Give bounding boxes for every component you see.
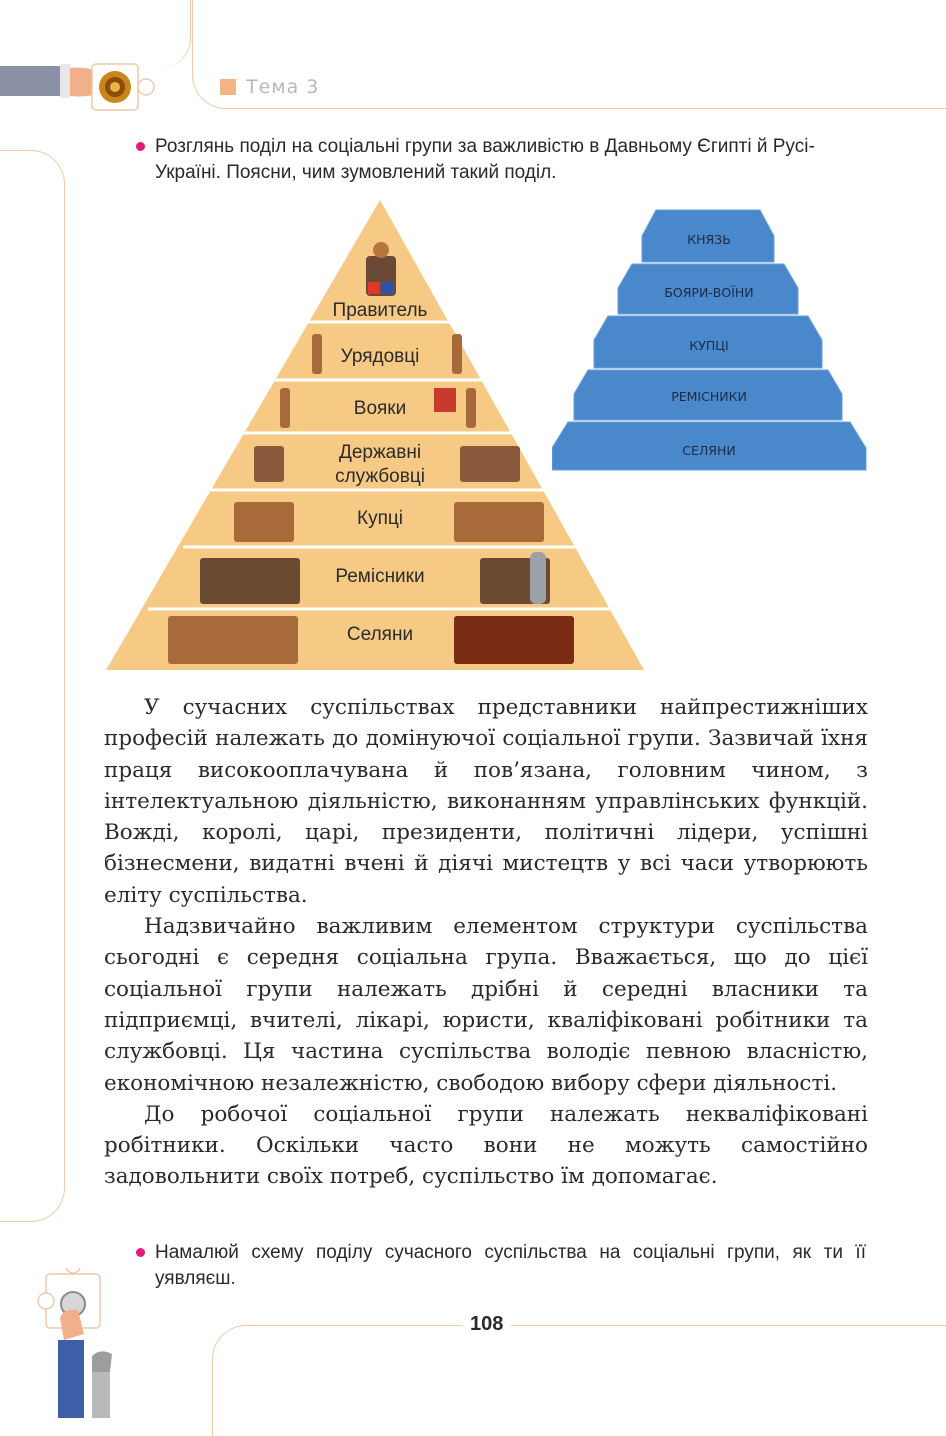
- frame-bottom-curve: [212, 1325, 946, 1436]
- hands-puzzle-icon: [34, 1268, 124, 1418]
- egypt-level-ruler: Правитель: [332, 300, 428, 321]
- rus-level-peasants: СЕЛЯНИ: [682, 443, 736, 458]
- bullet-dot-icon: [136, 142, 145, 151]
- egypt-level-civil-servants-line2: службовці: [335, 466, 425, 487]
- rus-level-merchants: КУПЦІ: [689, 338, 729, 353]
- task-bottom: [136, 1240, 866, 1292]
- topic-label: Тема 3: [246, 76, 320, 98]
- topic-square-icon: [220, 79, 236, 95]
- rus-level-artisans: РЕМІСНИКИ: [671, 389, 747, 404]
- egypt-level-warriors: Вояки: [353, 398, 407, 419]
- task-bottom-text: Намалюй схему поділу сучасного суспільства на соціальні групи, як ти її уявляєш.: [155, 1242, 866, 1289]
- hand-puzzle-icon: [0, 58, 160, 118]
- rus-level-prince: КНЯЗЬ: [687, 232, 731, 247]
- egypt-level-artisans: Ремісники: [335, 566, 425, 587]
- egypt-level-peasants: Селяни: [346, 624, 414, 645]
- page-number: 108: [462, 1313, 511, 1336]
- rus-pyramid: [552, 208, 868, 472]
- egypt-level-officials: Урядовці: [340, 346, 420, 367]
- paragraph-working-class: До робочої соціальної групи належать некваліфіковані робітники. Оскільки часто вони не можуть самостійно задовольнити своїх потреб, суспільство їм допомагає.: [104, 1101, 868, 1190]
- paragraph-elite: У сучасних суспільствах представники найпрестижніших професій належать до домінуючої соціальної групи. Зазвичай їхня праця високооплачувана й пов’язана, головним чином, з інтелектуальною діяльністю, виконанням управлінських функцій. Вожді, королі, царі, президенти, політичні лідери, успішні бізнесмени, видатні вчені й діячі мистецтв у всі часи утворюють еліту суспільства.: [104, 695, 868, 908]
- egypt-level-merchants: Купці: [357, 508, 403, 529]
- frame-left-side: [0, 150, 65, 1222]
- paragraph-middle-class: Надзвичайно важливим елементом структури суспільства сьогодні є середня соціальна група. Вважається, що до цієї соціальної групи належать дрібні й середні власники та підприємці, вчителі, лікарі, юристи, кваліфіковані робітники та службовці. Ця частина суспільства володіє певною власністю, економічною незалежністю, свободою вибору сфери діяльності.: [104, 914, 868, 1096]
- task-top-text: Розглянь поділ на соціальні групи за важливістю в Давньому Єгипті й Русі-Україні. Поясни, чим зумовлений такий поділ.: [155, 136, 815, 183]
- bullet-dot-icon: [136, 1248, 145, 1257]
- topic-header: [220, 76, 319, 98]
- egypt-level-civil-servants-line1: Державні: [338, 442, 422, 463]
- main-text: [104, 692, 868, 1193]
- task-top: [136, 134, 866, 186]
- rus-level-boyars: БОЯРИ-ВОЇНИ: [664, 285, 754, 300]
